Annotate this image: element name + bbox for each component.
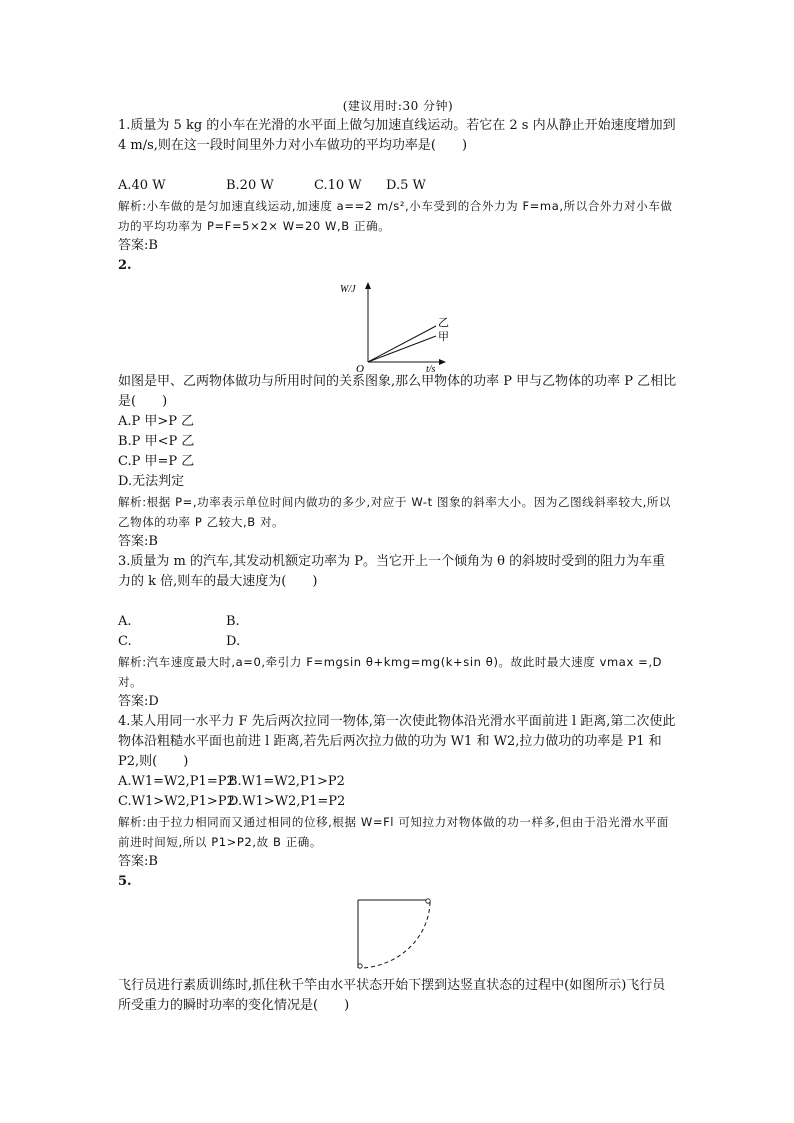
q1-option-d: D.5 W — [386, 178, 426, 193]
work-time-graph — [338, 280, 458, 372]
swing-arc-path — [362, 902, 430, 968]
question-3-answer: 答案:D — [118, 694, 159, 709]
worksheet-page — [118, 96, 678, 1016]
q4-options-row-2 — [118, 792, 678, 812]
graph-origin-label: O — [356, 363, 364, 372]
question-4-analysis: 解析:由于拉力相同而又通过相同的位移,根据 W=Fl 可知拉力对物体做的功一样多,但由于沿光滑水平面前进时间短,所以 P1>P2,故 B 正确。 — [118, 815, 669, 849]
q4-option-a: A.W1=W2,P1=P2 — [118, 774, 235, 789]
question-2-answer: 答案:B — [118, 534, 158, 549]
q2-option-c: C.P 甲=P 乙 — [118, 454, 195, 469]
q4-option-d: D.W1>W2,P1=P2 — [228, 794, 346, 809]
question-1-analysis: 解析:小车做的是匀加速直线运动,加速度 a==2 m/s²,小车受到的合外力为 F=ma,所以合外力对小车做功的平均功率为 P=F=5×2× W=20 W,B 正确。 — [118, 199, 673, 233]
swing-diagram — [348, 896, 448, 976]
question-1-text: 1.质量为 5 kg 的小车在光滑的水平面上做匀加速直线运动。若它在 2 s 内从静止开始速度增加到 4 m/s,则在这一段时间里外力对小车做功的平均功率是( ) — [118, 118, 676, 153]
graph-line-lower — [368, 336, 436, 362]
q2-option-a: A.P 甲>P 乙 — [118, 414, 195, 429]
question-1-answer: 答案:B — [118, 238, 158, 253]
question-2-number: 2. — [118, 258, 132, 273]
time-suggestion: (建议用时:30 分钟) — [342, 99, 454, 113]
q1-option-c: C.10 W — [314, 178, 362, 193]
graph-y-arrow — [365, 282, 371, 289]
q3-option-b: B. — [226, 614, 240, 629]
q3-options-row-2 — [118, 632, 678, 652]
graph-line-lower-label: 甲 — [438, 330, 449, 343]
q3-option-a: A. — [118, 614, 132, 629]
q4-option-c: C.W1>W2,P1>P2 — [118, 794, 235, 809]
graph-y-label: W/J — [340, 284, 356, 295]
graph-line-upper — [368, 326, 436, 362]
question-4-answer: 答案:B — [118, 854, 158, 869]
q2-option-b: B.P 甲<P 乙 — [118, 434, 195, 449]
q4-option-b: B.W1=W2,P1>P2 — [228, 774, 345, 789]
q1-option-a: A.40 W — [118, 178, 166, 193]
q4-options-row-1 — [118, 772, 678, 792]
question-1-options — [118, 176, 678, 196]
q3-option-c: C. — [118, 634, 132, 649]
question-3-analysis: 解析:汽车速度最大时,a=0,牵引力 F=mgsin θ+kmg=mg(k+sin θ)。故此时最大速度 vmax =,D 对。 — [118, 655, 663, 689]
question-3-text: 3.质量为 m 的汽车,其发动机额定功率为 P。当它开上一个倾角为 θ 的斜坡时受到的阻力为车重力的 k 倍,则车的最大速度为( ) — [118, 554, 666, 589]
question-5-text: 飞行员进行素质训练时,抓住秋千竿由水平状态开始下摆到达竖直状态的过程中(如图所示)飞行员所受重力的瞬时功率的变化情况是( ) — [118, 978, 666, 1013]
question-4-text: 4.某人用同一水平力 F 先后两次拉同一物体,第一次使此物体沿光滑水平面前进 l 距离,第二次使此物体沿粗糙水平面也前进 l 距离,若先后两次拉力做的功为 W1 和 W2,拉力做功的功率是 P1 和 P2,则( ) — [118, 714, 676, 769]
q3-option-d: D. — [226, 634, 241, 649]
graph-x-arrow — [439, 359, 446, 365]
q2-option-d: D.无法判定 — [118, 474, 185, 489]
graph-line-upper-label: 乙 — [438, 316, 449, 329]
question-2-analysis: 解析:根据 P=,功率表示单位时间内做功的多少,对应于 W-t 图象的斜率大小。因为乙图线斜率较大,所以乙物体的功率 P 乙较大,B 对。 — [118, 495, 672, 529]
graph-x-label: t/s — [426, 364, 436, 372]
q1-option-b: B.20 W — [226, 178, 274, 193]
question-2-text: 如图是甲、乙两物体做功与所用时间的关系图象,那么甲物体的功率 P 甲与乙物体的功率 P 乙相比是( ) — [118, 374, 677, 409]
pilot-start-figure — [426, 899, 430, 903]
q3-options-row-1 — [118, 612, 678, 632]
question-5-number: 5. — [118, 874, 132, 889]
